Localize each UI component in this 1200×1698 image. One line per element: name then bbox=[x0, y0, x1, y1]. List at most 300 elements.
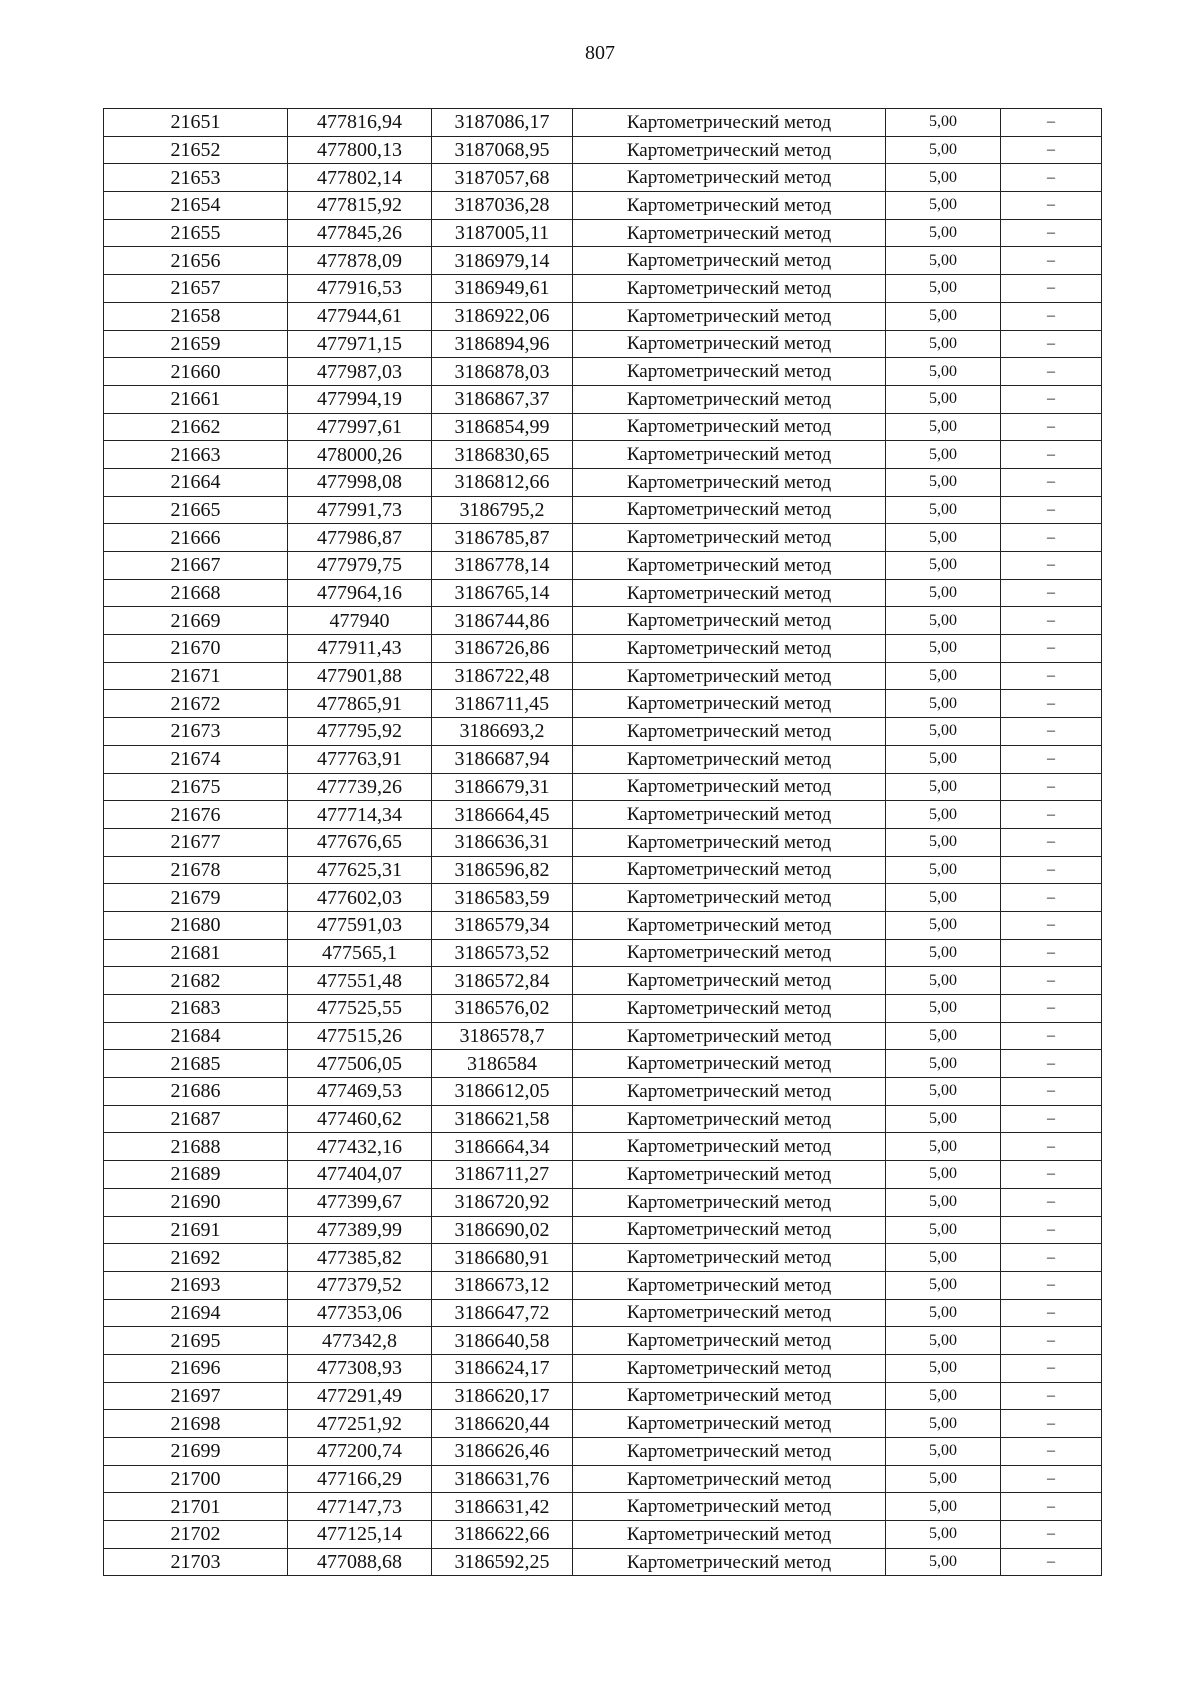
x-coordinate-cell: 477940 bbox=[288, 607, 432, 635]
method-cell: Картометрический метод bbox=[573, 552, 886, 580]
table-row bbox=[104, 939, 1102, 967]
table-row bbox=[104, 1161, 1102, 1189]
accuracy-cell: 5,00 bbox=[886, 1161, 1001, 1189]
y-coordinate-cell: 3187068,95 bbox=[432, 136, 573, 164]
x-coordinate-cell: 477379,52 bbox=[288, 1271, 432, 1299]
point-number-cell: 21681 bbox=[104, 939, 288, 967]
description-cell: – bbox=[1001, 1161, 1102, 1189]
y-coordinate-cell: 3186612,05 bbox=[432, 1078, 573, 1106]
table-row bbox=[104, 1188, 1102, 1216]
method-cell: Картометрический метод bbox=[573, 828, 886, 856]
point-number-cell: 21676 bbox=[104, 801, 288, 829]
description-cell: – bbox=[1001, 967, 1102, 995]
point-number-cell: 21683 bbox=[104, 995, 288, 1023]
description-cell: – bbox=[1001, 1216, 1102, 1244]
point-number-cell: 21665 bbox=[104, 496, 288, 524]
description-cell: – bbox=[1001, 1354, 1102, 1382]
method-cell: Картометрический метод bbox=[573, 1327, 886, 1355]
description-cell: – bbox=[1001, 662, 1102, 690]
table-row bbox=[104, 1022, 1102, 1050]
y-coordinate-cell: 3186576,02 bbox=[432, 995, 573, 1023]
description-cell: – bbox=[1001, 1105, 1102, 1133]
method-cell: Картометрический метод bbox=[573, 1244, 886, 1272]
description-cell: – bbox=[1001, 192, 1102, 220]
method-cell: Картометрический метод bbox=[573, 607, 886, 635]
accuracy-cell: 5,00 bbox=[886, 1133, 1001, 1161]
point-number-cell: 21654 bbox=[104, 192, 288, 220]
table-row bbox=[104, 109, 1102, 137]
description-cell: – bbox=[1001, 1493, 1102, 1521]
x-coordinate-cell: 477676,65 bbox=[288, 828, 432, 856]
description-cell: – bbox=[1001, 939, 1102, 967]
x-coordinate-cell: 477125,14 bbox=[288, 1521, 432, 1549]
accuracy-cell: 5,00 bbox=[886, 1521, 1001, 1549]
x-coordinate-cell: 477469,53 bbox=[288, 1078, 432, 1106]
description-cell: – bbox=[1001, 1133, 1102, 1161]
point-number-cell: 21688 bbox=[104, 1133, 288, 1161]
point-number-cell: 21667 bbox=[104, 552, 288, 580]
point-number-cell: 21658 bbox=[104, 302, 288, 330]
accuracy-cell: 5,00 bbox=[886, 1078, 1001, 1106]
y-coordinate-cell: 3186592,25 bbox=[432, 1548, 573, 1576]
x-coordinate-cell: 478000,26 bbox=[288, 441, 432, 469]
point-number-cell: 21652 bbox=[104, 136, 288, 164]
table-row bbox=[104, 302, 1102, 330]
y-coordinate-cell: 3186620,17 bbox=[432, 1382, 573, 1410]
x-coordinate-cell: 477845,26 bbox=[288, 219, 432, 247]
x-coordinate-cell: 477399,67 bbox=[288, 1188, 432, 1216]
table-row bbox=[104, 164, 1102, 192]
method-cell: Картометрический метод bbox=[573, 718, 886, 746]
accuracy-cell: 5,00 bbox=[886, 718, 1001, 746]
point-number-cell: 21689 bbox=[104, 1161, 288, 1189]
point-number-cell: 21677 bbox=[104, 828, 288, 856]
x-coordinate-cell: 477602,03 bbox=[288, 884, 432, 912]
table-row bbox=[104, 1299, 1102, 1327]
table-row bbox=[104, 911, 1102, 939]
x-coordinate-cell: 477714,34 bbox=[288, 801, 432, 829]
accuracy-cell: 5,00 bbox=[886, 939, 1001, 967]
point-number-cell: 21651 bbox=[104, 109, 288, 137]
y-coordinate-cell: 3186949,61 bbox=[432, 275, 573, 303]
description-cell: – bbox=[1001, 358, 1102, 386]
method-cell: Картометрический метод bbox=[573, 1493, 886, 1521]
y-coordinate-cell: 3186640,58 bbox=[432, 1327, 573, 1355]
y-coordinate-cell: 3187086,17 bbox=[432, 109, 573, 137]
method-cell: Картометрический метод bbox=[573, 1548, 886, 1576]
description-cell: – bbox=[1001, 1410, 1102, 1438]
x-coordinate-cell: 477800,13 bbox=[288, 136, 432, 164]
accuracy-cell: 5,00 bbox=[886, 1438, 1001, 1466]
method-cell: Картометрический метод bbox=[573, 192, 886, 220]
table-row bbox=[104, 524, 1102, 552]
table-row bbox=[104, 1327, 1102, 1355]
y-coordinate-cell: 3186722,48 bbox=[432, 662, 573, 690]
accuracy-cell: 5,00 bbox=[886, 662, 1001, 690]
x-coordinate-cell: 477342,8 bbox=[288, 1327, 432, 1355]
y-coordinate-cell: 3186664,45 bbox=[432, 801, 573, 829]
description-cell: – bbox=[1001, 275, 1102, 303]
accuracy-cell: 5,00 bbox=[886, 1244, 1001, 1272]
point-number-cell: 21664 bbox=[104, 468, 288, 496]
x-coordinate-cell: 477251,92 bbox=[288, 1410, 432, 1438]
y-coordinate-cell: 3186690,02 bbox=[432, 1216, 573, 1244]
point-number-cell: 21673 bbox=[104, 718, 288, 746]
table-row bbox=[104, 136, 1102, 164]
description-cell: – bbox=[1001, 1271, 1102, 1299]
description-cell: – bbox=[1001, 1382, 1102, 1410]
method-cell: Картометрический метод bbox=[573, 385, 886, 413]
method-cell: Картометрический метод bbox=[573, 745, 886, 773]
x-coordinate-cell: 477998,08 bbox=[288, 468, 432, 496]
method-cell: Картометрический метод bbox=[573, 967, 886, 995]
accuracy-cell: 5,00 bbox=[886, 1216, 1001, 1244]
x-coordinate-cell: 477991,73 bbox=[288, 496, 432, 524]
method-cell: Картометрический метод bbox=[573, 136, 886, 164]
method-cell: Картометрический метод bbox=[573, 579, 886, 607]
x-coordinate-cell: 477515,26 bbox=[288, 1022, 432, 1050]
point-number-cell: 21682 bbox=[104, 967, 288, 995]
accuracy-cell: 5,00 bbox=[886, 1548, 1001, 1576]
y-coordinate-cell: 3186622,66 bbox=[432, 1521, 573, 1549]
accuracy-cell: 5,00 bbox=[886, 1050, 1001, 1078]
point-number-cell: 21657 bbox=[104, 275, 288, 303]
point-number-cell: 21701 bbox=[104, 1493, 288, 1521]
coordinates-table-body bbox=[104, 109, 1102, 1576]
method-cell: Картометрический метод bbox=[573, 1105, 886, 1133]
table-row bbox=[104, 1244, 1102, 1272]
accuracy-cell: 5,00 bbox=[886, 967, 1001, 995]
y-coordinate-cell: 3186878,03 bbox=[432, 358, 573, 386]
y-coordinate-cell: 3186785,87 bbox=[432, 524, 573, 552]
x-coordinate-cell: 477916,53 bbox=[288, 275, 432, 303]
y-coordinate-cell: 3186812,66 bbox=[432, 468, 573, 496]
x-coordinate-cell: 477997,61 bbox=[288, 413, 432, 441]
description-cell: – bbox=[1001, 1078, 1102, 1106]
table-row bbox=[104, 579, 1102, 607]
table-row bbox=[104, 745, 1102, 773]
description-cell: – bbox=[1001, 413, 1102, 441]
description-cell: – bbox=[1001, 995, 1102, 1023]
accuracy-cell: 5,00 bbox=[886, 385, 1001, 413]
table-row bbox=[104, 718, 1102, 746]
accuracy-cell: 5,00 bbox=[886, 302, 1001, 330]
y-coordinate-cell: 3186854,99 bbox=[432, 413, 573, 441]
method-cell: Картометрический метод bbox=[573, 468, 886, 496]
method-cell: Картометрический метод bbox=[573, 1022, 886, 1050]
description-cell: – bbox=[1001, 773, 1102, 801]
page-number: 807 bbox=[585, 42, 615, 64]
description-cell: – bbox=[1001, 136, 1102, 164]
x-coordinate-cell: 477987,03 bbox=[288, 358, 432, 386]
method-cell: Картометрический метод bbox=[573, 302, 886, 330]
table-row bbox=[104, 1521, 1102, 1549]
accuracy-cell: 5,00 bbox=[886, 579, 1001, 607]
table-row bbox=[104, 1548, 1102, 1576]
table-row bbox=[104, 884, 1102, 912]
point-number-cell: 21685 bbox=[104, 1050, 288, 1078]
description-cell: – bbox=[1001, 247, 1102, 275]
accuracy-cell: 5,00 bbox=[886, 884, 1001, 912]
x-coordinate-cell: 477389,99 bbox=[288, 1216, 432, 1244]
point-number-cell: 21675 bbox=[104, 773, 288, 801]
point-number-cell: 21668 bbox=[104, 579, 288, 607]
point-number-cell: 21694 bbox=[104, 1299, 288, 1327]
y-coordinate-cell: 3186578,7 bbox=[432, 1022, 573, 1050]
accuracy-cell: 5,00 bbox=[886, 690, 1001, 718]
description-cell: – bbox=[1001, 164, 1102, 192]
description-cell: – bbox=[1001, 1327, 1102, 1355]
y-coordinate-cell: 3186673,12 bbox=[432, 1271, 573, 1299]
table-row bbox=[104, 856, 1102, 884]
method-cell: Картометрический метод bbox=[573, 1410, 886, 1438]
table-row bbox=[104, 1105, 1102, 1133]
table-row bbox=[104, 1050, 1102, 1078]
point-number-cell: 21656 bbox=[104, 247, 288, 275]
accuracy-cell: 5,00 bbox=[886, 524, 1001, 552]
x-coordinate-cell: 477291,49 bbox=[288, 1382, 432, 1410]
table-row bbox=[104, 1133, 1102, 1161]
x-coordinate-cell: 477964,16 bbox=[288, 579, 432, 607]
x-coordinate-cell: 477901,88 bbox=[288, 662, 432, 690]
y-coordinate-cell: 3186693,2 bbox=[432, 718, 573, 746]
accuracy-cell: 5,00 bbox=[886, 745, 1001, 773]
method-cell: Картометрический метод bbox=[573, 884, 886, 912]
point-number-cell: 21692 bbox=[104, 1244, 288, 1272]
description-cell: – bbox=[1001, 441, 1102, 469]
y-coordinate-cell: 3186584 bbox=[432, 1050, 573, 1078]
method-cell: Картометрический метод bbox=[573, 995, 886, 1023]
method-cell: Картометрический метод bbox=[573, 496, 886, 524]
y-coordinate-cell: 3186867,37 bbox=[432, 385, 573, 413]
method-cell: Картометрический метод bbox=[573, 164, 886, 192]
accuracy-cell: 5,00 bbox=[886, 1465, 1001, 1493]
accuracy-cell: 5,00 bbox=[886, 1354, 1001, 1382]
accuracy-cell: 5,00 bbox=[886, 496, 1001, 524]
x-coordinate-cell: 477506,05 bbox=[288, 1050, 432, 1078]
point-number-cell: 21672 bbox=[104, 690, 288, 718]
x-coordinate-cell: 477565,1 bbox=[288, 939, 432, 967]
x-coordinate-cell: 477802,14 bbox=[288, 164, 432, 192]
table-row bbox=[104, 1216, 1102, 1244]
accuracy-cell: 5,00 bbox=[886, 1493, 1001, 1521]
table-row bbox=[104, 1465, 1102, 1493]
method-cell: Картометрический метод bbox=[573, 524, 886, 552]
y-coordinate-cell: 3186636,31 bbox=[432, 828, 573, 856]
y-coordinate-cell: 3186620,44 bbox=[432, 1410, 573, 1438]
table-row bbox=[104, 552, 1102, 580]
x-coordinate-cell: 477088,68 bbox=[288, 1548, 432, 1576]
accuracy-cell: 5,00 bbox=[886, 995, 1001, 1023]
method-cell: Картометрический метод bbox=[573, 413, 886, 441]
x-coordinate-cell: 477971,15 bbox=[288, 330, 432, 358]
y-coordinate-cell: 3186922,06 bbox=[432, 302, 573, 330]
description-cell: – bbox=[1001, 1299, 1102, 1327]
x-coordinate-cell: 477200,74 bbox=[288, 1438, 432, 1466]
x-coordinate-cell: 477404,07 bbox=[288, 1161, 432, 1189]
accuracy-cell: 5,00 bbox=[886, 358, 1001, 386]
point-number-cell: 21696 bbox=[104, 1354, 288, 1382]
description-cell: – bbox=[1001, 1188, 1102, 1216]
description-cell: – bbox=[1001, 109, 1102, 137]
description-cell: – bbox=[1001, 745, 1102, 773]
description-cell: – bbox=[1001, 911, 1102, 939]
description-cell: – bbox=[1001, 1438, 1102, 1466]
x-coordinate-cell: 477432,16 bbox=[288, 1133, 432, 1161]
table-row bbox=[104, 607, 1102, 635]
method-cell: Картометрический метод bbox=[573, 441, 886, 469]
point-number-cell: 21669 bbox=[104, 607, 288, 635]
y-coordinate-cell: 3186631,42 bbox=[432, 1493, 573, 1521]
y-coordinate-cell: 3186624,17 bbox=[432, 1354, 573, 1382]
accuracy-cell: 5,00 bbox=[886, 109, 1001, 137]
x-coordinate-cell: 477994,19 bbox=[288, 385, 432, 413]
table-row bbox=[104, 662, 1102, 690]
description-cell: – bbox=[1001, 385, 1102, 413]
point-number-cell: 21690 bbox=[104, 1188, 288, 1216]
x-coordinate-cell: 477763,91 bbox=[288, 745, 432, 773]
accuracy-cell: 5,00 bbox=[886, 1271, 1001, 1299]
table-row bbox=[104, 413, 1102, 441]
accuracy-cell: 5,00 bbox=[886, 911, 1001, 939]
accuracy-cell: 5,00 bbox=[886, 1382, 1001, 1410]
y-coordinate-cell: 3186631,76 bbox=[432, 1465, 573, 1493]
point-number-cell: 21698 bbox=[104, 1410, 288, 1438]
description-cell: – bbox=[1001, 468, 1102, 496]
method-cell: Картометрический метод bbox=[573, 1438, 886, 1466]
description-cell: – bbox=[1001, 884, 1102, 912]
point-number-cell: 21659 bbox=[104, 330, 288, 358]
y-coordinate-cell: 3186621,58 bbox=[432, 1105, 573, 1133]
table-row bbox=[104, 385, 1102, 413]
accuracy-cell: 5,00 bbox=[886, 1299, 1001, 1327]
description-cell: – bbox=[1001, 1022, 1102, 1050]
method-cell: Картометрический метод bbox=[573, 690, 886, 718]
x-coordinate-cell: 477911,43 bbox=[288, 635, 432, 663]
accuracy-cell: 5,00 bbox=[886, 1188, 1001, 1216]
description-cell: – bbox=[1001, 1548, 1102, 1576]
method-cell: Картометрический метод bbox=[573, 1382, 886, 1410]
accuracy-cell: 5,00 bbox=[886, 468, 1001, 496]
accuracy-cell: 5,00 bbox=[886, 635, 1001, 663]
y-coordinate-cell: 3186583,59 bbox=[432, 884, 573, 912]
x-coordinate-cell: 477816,94 bbox=[288, 109, 432, 137]
x-coordinate-cell: 477944,61 bbox=[288, 302, 432, 330]
y-coordinate-cell: 3186679,31 bbox=[432, 773, 573, 801]
description-cell: – bbox=[1001, 801, 1102, 829]
point-number-cell: 21691 bbox=[104, 1216, 288, 1244]
accuracy-cell: 5,00 bbox=[886, 192, 1001, 220]
y-coordinate-cell: 3187005,11 bbox=[432, 219, 573, 247]
description-cell: – bbox=[1001, 718, 1102, 746]
x-coordinate-cell: 477739,26 bbox=[288, 773, 432, 801]
y-coordinate-cell: 3186647,72 bbox=[432, 1299, 573, 1327]
accuracy-cell: 5,00 bbox=[886, 247, 1001, 275]
method-cell: Картометрический метод bbox=[573, 1133, 886, 1161]
y-coordinate-cell: 3187057,68 bbox=[432, 164, 573, 192]
method-cell: Картометрический метод bbox=[573, 1216, 886, 1244]
accuracy-cell: 5,00 bbox=[886, 856, 1001, 884]
description-cell: – bbox=[1001, 1521, 1102, 1549]
table-row bbox=[104, 1354, 1102, 1382]
point-number-cell: 21660 bbox=[104, 358, 288, 386]
method-cell: Картометрический метод bbox=[573, 801, 886, 829]
y-coordinate-cell: 3186711,27 bbox=[432, 1161, 573, 1189]
accuracy-cell: 5,00 bbox=[886, 773, 1001, 801]
method-cell: Картометрический метод bbox=[573, 1050, 886, 1078]
method-cell: Картометрический метод bbox=[573, 1465, 886, 1493]
y-coordinate-cell: 3186720,92 bbox=[432, 1188, 573, 1216]
method-cell: Картометрический метод bbox=[573, 911, 886, 939]
table-row bbox=[104, 275, 1102, 303]
x-coordinate-cell: 477625,31 bbox=[288, 856, 432, 884]
point-number-cell: 21662 bbox=[104, 413, 288, 441]
x-coordinate-cell: 477979,75 bbox=[288, 552, 432, 580]
point-number-cell: 21655 bbox=[104, 219, 288, 247]
table-row bbox=[104, 1410, 1102, 1438]
method-cell: Картометрический метод bbox=[573, 275, 886, 303]
x-coordinate-cell: 477986,87 bbox=[288, 524, 432, 552]
point-number-cell: 21663 bbox=[104, 441, 288, 469]
x-coordinate-cell: 477591,03 bbox=[288, 911, 432, 939]
method-cell: Картометрический метод bbox=[573, 1078, 886, 1106]
y-coordinate-cell: 3186579,34 bbox=[432, 911, 573, 939]
y-coordinate-cell: 3186711,45 bbox=[432, 690, 573, 718]
point-number-cell: 21674 bbox=[104, 745, 288, 773]
x-coordinate-cell: 477551,48 bbox=[288, 967, 432, 995]
table-row bbox=[104, 801, 1102, 829]
point-number-cell: 21666 bbox=[104, 524, 288, 552]
table-row bbox=[104, 773, 1102, 801]
y-coordinate-cell: 3186573,52 bbox=[432, 939, 573, 967]
table-row bbox=[104, 358, 1102, 386]
point-number-cell: 21670 bbox=[104, 635, 288, 663]
point-number-cell: 21653 bbox=[104, 164, 288, 192]
method-cell: Картометрический метод bbox=[573, 109, 886, 137]
y-coordinate-cell: 3186726,86 bbox=[432, 635, 573, 663]
point-number-cell: 21687 bbox=[104, 1105, 288, 1133]
x-coordinate-cell: 477166,29 bbox=[288, 1465, 432, 1493]
description-cell: – bbox=[1001, 579, 1102, 607]
accuracy-cell: 5,00 bbox=[886, 275, 1001, 303]
point-number-cell: 21678 bbox=[104, 856, 288, 884]
y-coordinate-cell: 3186664,34 bbox=[432, 1133, 573, 1161]
table-row bbox=[104, 192, 1102, 220]
method-cell: Картометрический метод bbox=[573, 939, 886, 967]
point-number-cell: 21693 bbox=[104, 1271, 288, 1299]
point-number-cell: 21702 bbox=[104, 1521, 288, 1549]
table-row bbox=[104, 219, 1102, 247]
method-cell: Картометрический метод bbox=[573, 1354, 886, 1382]
point-number-cell: 21699 bbox=[104, 1438, 288, 1466]
method-cell: Картометрический метод bbox=[573, 662, 886, 690]
table-row bbox=[104, 635, 1102, 663]
table-row bbox=[104, 496, 1102, 524]
table-row bbox=[104, 1493, 1102, 1521]
table-row bbox=[104, 1271, 1102, 1299]
description-cell: – bbox=[1001, 856, 1102, 884]
table-row bbox=[104, 995, 1102, 1023]
x-coordinate-cell: 477525,55 bbox=[288, 995, 432, 1023]
accuracy-cell: 5,00 bbox=[886, 413, 1001, 441]
table-row bbox=[104, 330, 1102, 358]
table-row bbox=[104, 247, 1102, 275]
y-coordinate-cell: 3186765,14 bbox=[432, 579, 573, 607]
accuracy-cell: 5,00 bbox=[886, 219, 1001, 247]
x-coordinate-cell: 477460,62 bbox=[288, 1105, 432, 1133]
method-cell: Картометрический метод bbox=[573, 358, 886, 386]
method-cell: Картометрический метод bbox=[573, 856, 886, 884]
